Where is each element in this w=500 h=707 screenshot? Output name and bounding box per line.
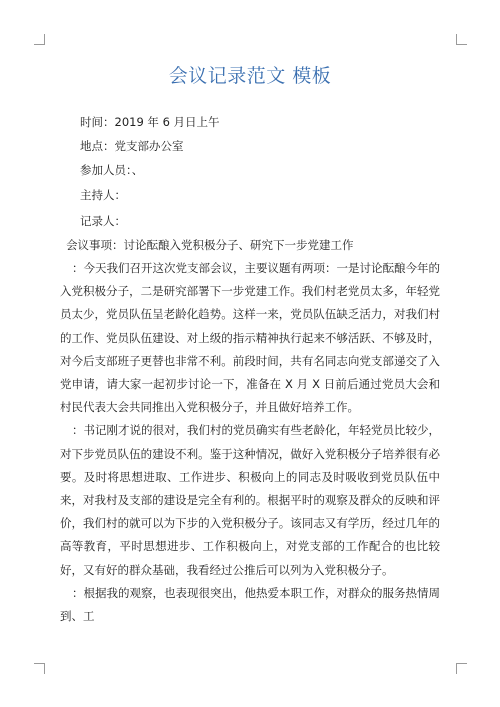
meeting-place: 地点：党支部办公室 <box>80 139 184 153</box>
meeting-time: 时间：2019 年 6 月日上午 <box>80 115 220 129</box>
meeting-issue: 会议事项：讨论酝酿入党积极分子、研究下一步党建工作 <box>66 238 354 252</box>
crop-mark-top-left <box>34 34 45 45</box>
paragraph-response-2: ：根据我的观察，也表现很突出，他热爱本职工作，对群众的服务热情周到、工 <box>60 585 440 624</box>
minutes-body <box>60 257 440 628</box>
meeting-recorder: 记录人： <box>80 214 126 228</box>
crop-mark-bottom-left <box>34 663 45 674</box>
meeting-attendees: 参加人员：、 <box>80 163 144 177</box>
meeting-host: 主持人： <box>80 188 126 202</box>
crop-mark-top-right <box>456 34 467 45</box>
document-title: 会议记录范文 模板 <box>168 65 332 87</box>
paragraph-secretary: ：今天我们召开这次党支部会议，主要议题有两项：一是讨论酝酿今年的入党积极分子，二是研究部署下一步党建工作。我们村老党员太多，年轻党员太少，党员队伍呈老龄化趋势。这样一来，党员队伍缺乏活力，对我们村的工作、党员队伍建设、对上级的指示精神执行起来不够活跃、不够及时，对今后支部班子更替也非常不利。前段时间，共有名同志向党支部递交了入党申请，请大家一起初步讨论一下，准备在 X 月 X 日前后通过党员大会和村民代表大会共同推出入党积极分子，并且做好培养工作。 <box>60 261 440 415</box>
crop-mark-bottom-right <box>456 663 467 674</box>
paragraph-response-1: ：书记刚才说的很对，我们村的党员确实有些老龄化，年轻党员比较少，对下步党员队伍的建设不利。鉴于这种情况，做好入党积极分子培养很有必要。及时将思想进取、工作进步、积极向上的同志及时吸收到党员队伍中来，对我村及支部的建设是完全有利的。根据平时的观察及群众的反映和评价，我们村的就可以为下步的入党积极分子。该同志又有学历，经过几年的高等教育，平时思想进步、工作积极向上，对党支部的工作配合的也比较好，又有好的群众基础，我看经过公推后可以列为入党积极分子。 <box>60 423 440 577</box>
